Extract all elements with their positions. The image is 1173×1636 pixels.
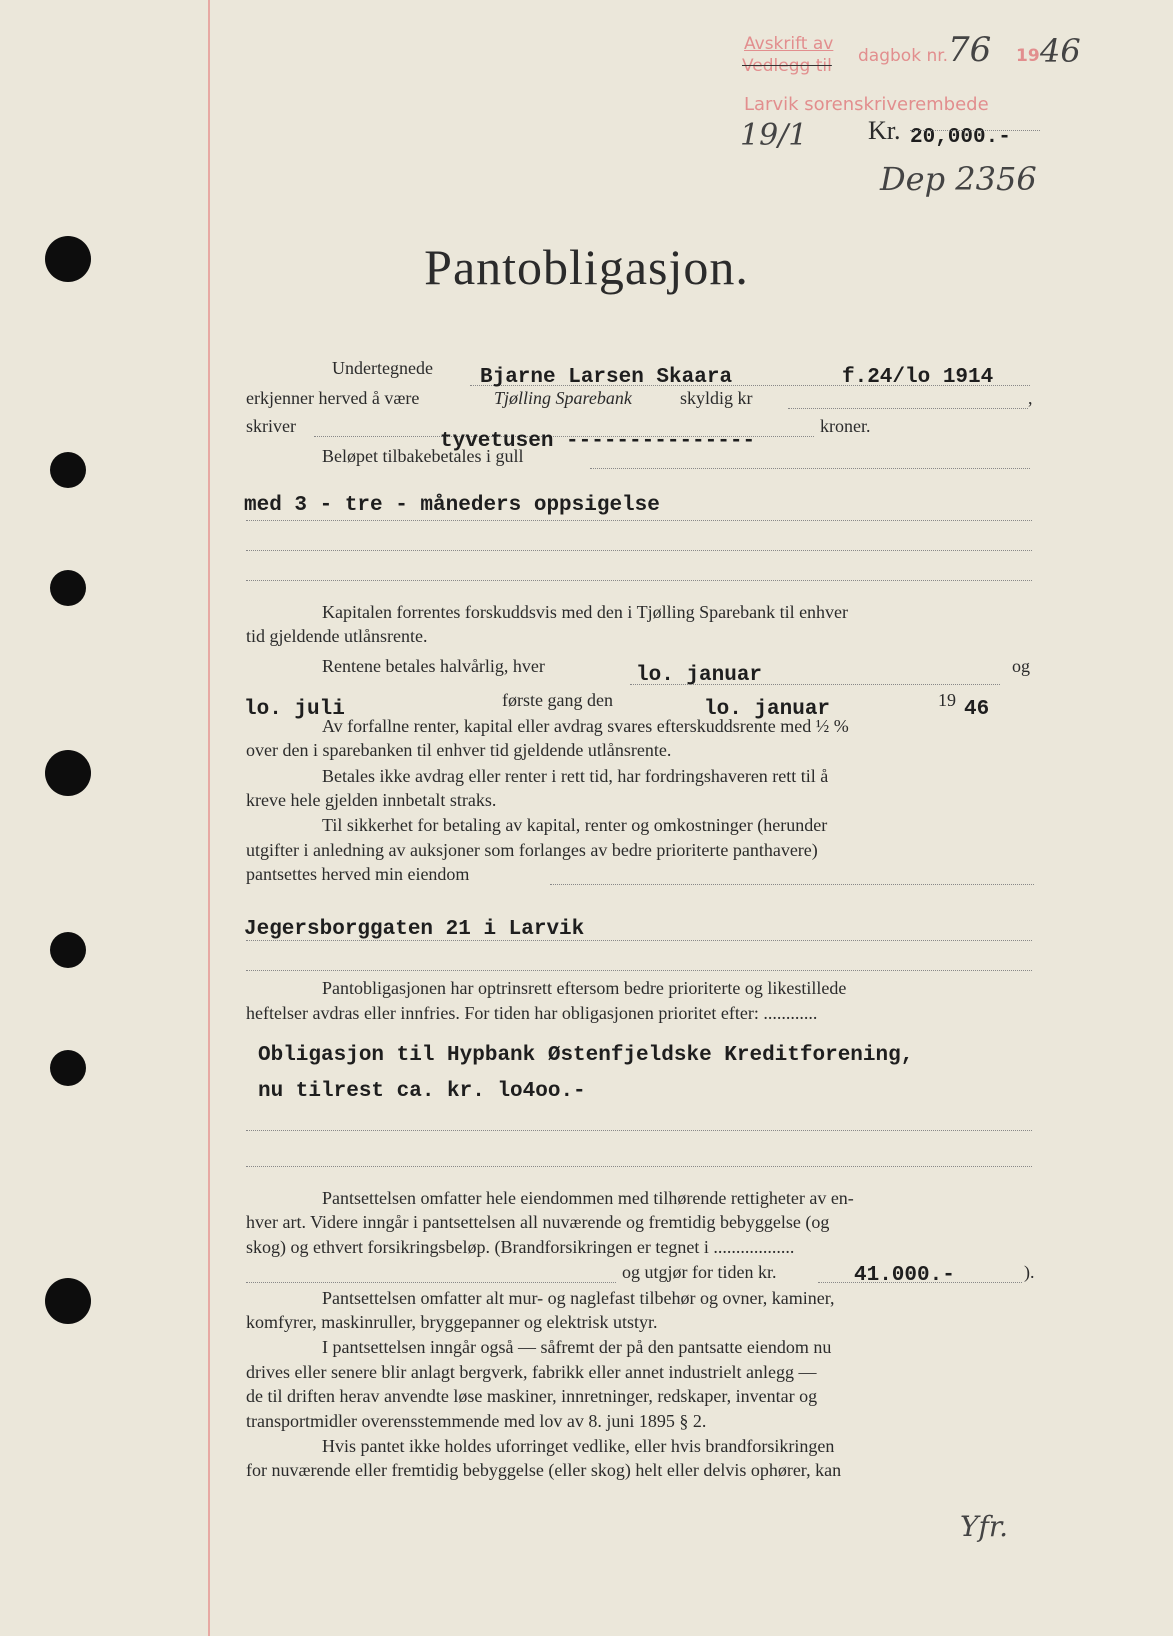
text-line: transportmidler overensstemmende med lov av 8. juni 1895 § 2.: [246, 1411, 707, 1431]
dotted-line: [246, 970, 1032, 971]
amount-dotted-line: [910, 130, 1040, 131]
text-line: ).: [1024, 1262, 1035, 1282]
text-line: Pantsettelsen omfatter alt mur- og naglefast tilbehør og ovner, kaminer,: [322, 1288, 835, 1308]
text-line: og utgjør for tiden kr.: [622, 1262, 777, 1282]
first-payment-date: lo. januar: [704, 698, 831, 721]
text-line: for nuværende eller fremtidig bebyggelse (eller skog) helt eller delvis ophører, kan: [246, 1460, 842, 1480]
punch-hole: [45, 750, 91, 796]
stamp-avskrift: Avskrift av: [744, 34, 834, 54]
text-line: Kapitalen forrentes forskuddsvis med den i Tjølling Sparebank til enhver: [322, 602, 849, 622]
text-line: heftelser avdras eller innfries. For tiden har obligasjonen prioritet efter: ............: [246, 1003, 818, 1023]
label-belopet: Beløpet tilbakebetales i gull: [322, 446, 524, 466]
creditor-name: Tjølling Sparebank: [494, 388, 632, 408]
label-erkjenner: erkjenner herved å være: [246, 388, 420, 408]
text-line: de til driften herav anvendte løse maskiner, innretninger, redskaper, inventar og: [246, 1386, 818, 1406]
punch-hole: [50, 932, 86, 968]
stamp-year-prefix: 19: [1016, 46, 1040, 66]
dotted-line: [550, 884, 1034, 885]
date-note: 19/1: [740, 118, 808, 153]
dotted-line: [788, 408, 1028, 409]
punch-hole: [45, 1278, 91, 1324]
debtor-name: Bjarne Larsen Skaara: [480, 366, 733, 389]
prior-encumbrance-2: nu tilrest ca. kr. lo4oo.-: [258, 1080, 586, 1103]
first-payment-year: 46: [964, 698, 990, 721]
dotted-line: [246, 1130, 1032, 1131]
text-line: Betales ikke avdrag eller renter i rett tid, har fordringshaveren rett til å: [322, 766, 829, 786]
amount-in-words: tyvetusen ---------------: [440, 430, 756, 453]
dep-note: Dep 2356: [880, 160, 1037, 198]
label-rentene: Rentene betales halvårlig, hver: [322, 656, 545, 676]
year-suffix: 46: [1040, 32, 1081, 70]
text-line: over den i sparebanken til enhver tid gjeldende utlånsrente.: [246, 740, 672, 760]
stamp-dagbok-label: dagbok nr.: [858, 46, 949, 66]
dotted-line: [246, 1282, 616, 1283]
punch-hole: [50, 452, 86, 488]
dotted-line: [246, 580, 1032, 581]
text-line: Pantsettelsen omfatter hele eiendommen med tilhørende rettigheter av en-: [322, 1188, 854, 1208]
text-line: pantsettes herved min eiendom: [246, 864, 470, 884]
punch-hole: [50, 1050, 86, 1086]
text-line: I pantsettelsen inngår også — såfremt der på den pantsatte eiendom nu: [322, 1337, 832, 1357]
year-prefix: 19: [938, 690, 956, 710]
insurance-amount: 41.000.-: [854, 1264, 955, 1287]
punch-hole: [50, 570, 86, 606]
stamp-vedlegg: Vedlegg til: [742, 56, 832, 76]
property-address: Jegersborggaten 21 i Larvik: [244, 918, 585, 941]
text-line: utgifter i anledning av auksjoner som forlanges av bedre prioriterte panthavere): [246, 840, 818, 860]
document-title: Pantobligasjon.: [424, 239, 749, 295]
text-line: hver art. Videre inngår i pantsettelsen all nuværende og fremtidig bebyggelse (og: [246, 1212, 830, 1232]
label-kroner: kroner.: [820, 416, 871, 436]
interest-date-2: lo. juli: [244, 698, 345, 721]
debtor-birthdate: f.24/lo 1914: [842, 366, 994, 389]
text-line: Av forfallne renter, kapital eller avdrag svares efterskuddsrente med ½ %: [322, 716, 849, 736]
text-line: komfyrer, maskinruller, bryggepanner og elektrisk utstyr.: [246, 1312, 658, 1332]
text-line: Til sikkerhet for betaling av kapital, renter og omkostninger (herunder: [322, 815, 828, 835]
dotted-line: [590, 468, 1030, 469]
dotted-line: [246, 550, 1032, 551]
label-skriver: skriver: [246, 416, 296, 436]
label-forste-gang: første gang den: [502, 690, 613, 710]
text-line: skog) og ethvert forsikringsbeløp. (Brandforsikringen er tegnet i ..................: [246, 1237, 795, 1257]
dotted-line: [246, 520, 1032, 521]
dagbok-number: 76: [948, 30, 992, 70]
dotted-line: [630, 684, 1000, 685]
dotted-line: [246, 1166, 1032, 1167]
dotted-line: [818, 1282, 1022, 1283]
prior-encumbrance-1: Obligasjon til Hypbank Østenfjeldske Kreditforening,: [258, 1044, 914, 1067]
label-skyldig: skyldig kr: [680, 388, 753, 408]
text-line: Pantobligasjonen har optrinsrett eftersom bedre prioriterte og likestillede: [322, 978, 847, 998]
text-line: Hvis pantet ikke holdes uforringet vedlike, eller hvis brandforsikringen: [322, 1436, 835, 1456]
stamp-office: Larvik sorenskriverembede: [744, 94, 989, 115]
dotted-line: [246, 940, 1032, 941]
kr-label: Kr.: [868, 116, 901, 145]
interest-date-1: lo. januar: [636, 664, 763, 687]
text-line: tid gjeldende utlånsrente.: [246, 626, 428, 646]
notice-period: med 3 - tre - måneders oppsigelse: [244, 494, 660, 517]
initials: Yfr.: [960, 1510, 1009, 1543]
amount: 20,000.-: [910, 126, 1011, 149]
comma: ,: [1028, 388, 1033, 408]
text-line: kreve hele gjelden innbetalt straks.: [246, 790, 497, 810]
label-og: og: [1012, 656, 1030, 676]
text-line: drives eller senere blir anlagt bergverk, fabrikk eller annet industrielt anlegg —: [246, 1362, 817, 1382]
label-undertegnede: Undertegnede: [332, 358, 433, 378]
